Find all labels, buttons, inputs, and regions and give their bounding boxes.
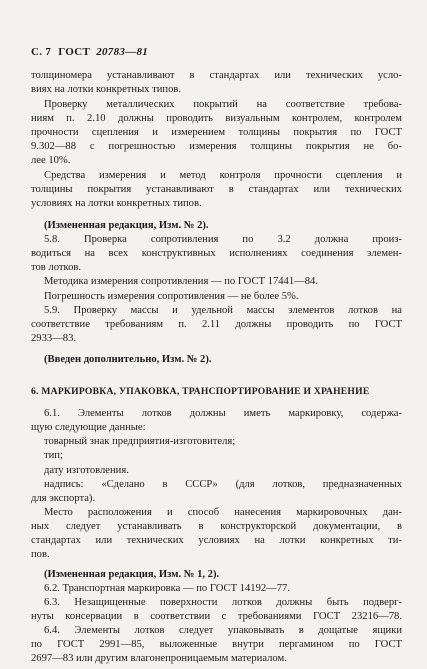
text-line: 6.3. Незащищенные поверхности лотков должны быть подверг- [44, 597, 402, 608]
text-line: 2697—83 или другим влагонепроницаемым материалом. [31, 653, 287, 664]
text-line: толщиномера устанавливают в стандартах или технических усло- [31, 70, 402, 81]
text-line: щую следующие данные: [31, 422, 146, 433]
text-line: 9.302—88 с погрешностью измерения толщины покрытия не бо- [31, 141, 402, 152]
text-line: 6.4. Элементы лотков следует упаковывать в дощатые ящики [44, 625, 402, 636]
amendment-note: (Измененная редакция, Изм. № 1, 2). [44, 569, 220, 580]
text-line: для экспорта). [31, 493, 96, 504]
text-line: Место расположения и способ нанесения маркировочных дан- [44, 507, 402, 518]
text-line: ных следует устанавливать в конструкторской документации, в [31, 521, 402, 532]
text-line: стандартах или технических условиях на лотки конкретных ти- [31, 535, 402, 546]
text-line: водиться на всех конструктивных исполнениях соединения элемен- [31, 248, 402, 259]
text-line: по ГОСТ 2991—85, выложенные внутри пергамином по ГОСТ [31, 639, 402, 650]
text-line: ниям п. 2.10 должны проводить визуальным контролем, контролем [31, 113, 402, 124]
section-heading: 6. МАРКИРОВКА, УПАКОВКА, ТРАНСПОРТИРОВАНИЕ И ХРАНЕНИЕ [31, 386, 370, 397]
text-line: Погрешность измерения сопротивления — не более 5%. [44, 291, 299, 302]
text-line: товарный знак предприятия-изготовителя; [44, 436, 236, 447]
text-line: 5.8. Проверка сопротивления по 3.2 должна произ- [44, 234, 402, 245]
text-line: прочности сцепления и измерением толщины покрытия по ГОСТ [31, 127, 402, 138]
text-line: 2933—83. [31, 333, 77, 344]
page-header [31, 46, 148, 58]
text-line: соответствие требованиям п. 2.11 должны проводить по ГОСТ [31, 319, 402, 330]
text-line: условиях на лотки конкретных типов. [31, 198, 202, 209]
text-line: 6.2. Транспортная маркировка — по ГОСТ 14192—77. [44, 583, 291, 594]
text-line: толщины покрытия устанавливают в стандартах или технических [31, 184, 402, 195]
text-line: 6.1. Элементы лотков должны иметь маркировку, содержа- [44, 408, 402, 419]
amendment-note: (Измененная редакция, Изм. № 2). [44, 220, 209, 231]
text-line: лее 10%. [31, 155, 71, 166]
text-line: надпись: «Сделано в СССР» (для лотков, предназначенных [44, 479, 402, 490]
text-line: Средства измерения и метод контроля прочности сцепления и [44, 170, 402, 181]
standard-label: ГОСТ [58, 46, 91, 58]
text-line: тип; [44, 450, 63, 461]
page-number: С. 7 [31, 46, 52, 58]
amendment-note: (Введен дополнительно, Изм. № 2). [44, 354, 212, 365]
text-line: тов лотков. [31, 262, 82, 273]
text-line: виях на лотки конкретных типов. [31, 84, 182, 95]
text-line: нуты консервации в соответствии с требованиями ГОСТ 23216—78. [31, 611, 402, 622]
standard-number: 20783—81 [96, 46, 149, 58]
text-line: Проверку металлических покрытий на соответствие требова- [44, 99, 402, 110]
text-line: пов. [31, 549, 50, 560]
text-line: Методика измерения сопротивления — по ГОСТ 17441—84. [44, 276, 318, 287]
text-line: дату изготовления. [44, 465, 129, 476]
text-line: 5.9. Проверку массы и удельной массы элементов лотков на [44, 305, 402, 316]
